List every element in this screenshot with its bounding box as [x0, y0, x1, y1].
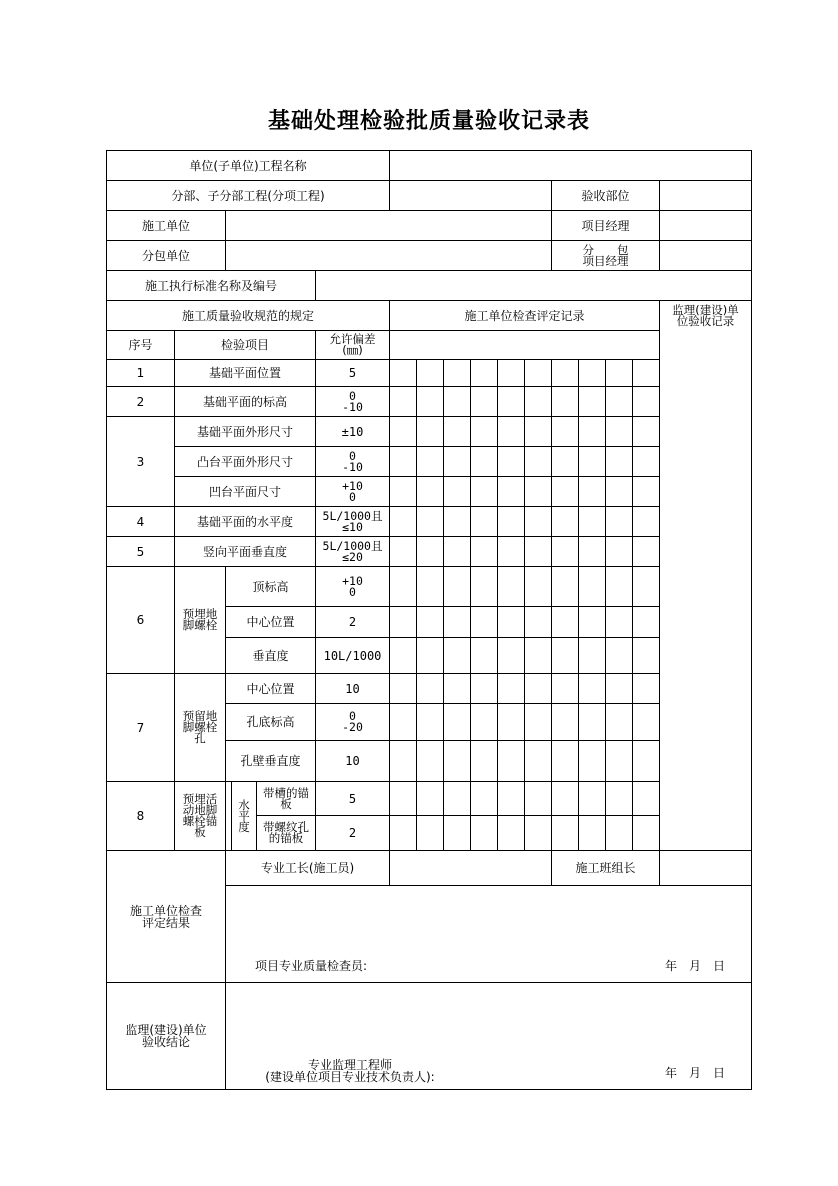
row-seq: 3: [136, 454, 145, 469]
col-tolerance: 允许偏差 (㎜): [329, 332, 376, 357]
row-group: 预埋地 脚螺栓: [182, 607, 218, 632]
row-tolerance: 5: [348, 791, 357, 806]
row-tolerance: 5L/1000且 ≤10: [322, 508, 383, 534]
supervision-record-label: 监理(建设)单 位验收记录: [672, 302, 739, 328]
project-manager-value[interactable]: [660, 211, 751, 240]
row-item: 基础平面外形尺寸: [196, 424, 293, 439]
project-name-label: 单位(子单位)工程名称: [189, 158, 307, 173]
row-seq: 6: [136, 613, 145, 627]
row-seq: 5: [136, 544, 145, 559]
row-group: 预埋活 动地脚 螺栓锚 板: [182, 792, 218, 839]
date-label-1: 年 月 日: [664, 959, 725, 973]
standard-value[interactable]: [316, 271, 751, 300]
project-name-value[interactable]: [390, 151, 751, 180]
row-item: 基础平面的水平度: [196, 514, 293, 529]
project-manager-label: 项目经理: [581, 218, 630, 233]
team-leader-value[interactable]: [660, 851, 751, 885]
engineer-label: 专业监理工程师 (建设单位项目专业技术负责人):: [265, 1058, 435, 1084]
row-tolerance: 10L/1000: [323, 648, 382, 663]
foreman-label: 专业工长(施工员): [260, 861, 355, 875]
col-seq: 序号: [128, 338, 153, 352]
row-tolerance: 5: [348, 366, 357, 380]
row-seq: 8: [136, 809, 145, 823]
acceptance-part-label: 验收部位: [581, 188, 630, 203]
sub-project-value[interactable]: [390, 181, 551, 210]
col-item: 检验项目: [220, 338, 269, 352]
construction-unit-value[interactable]: [226, 211, 551, 240]
foreman-value[interactable]: [390, 851, 551, 885]
row-seq: 2: [136, 394, 145, 409]
unit-result-label: 施工单位检查 评定结果: [129, 903, 202, 930]
row-seq: 1: [136, 366, 145, 380]
row-item: 带槽的锚 板: [263, 785, 309, 811]
subcontract-unit-value[interactable]: [226, 241, 551, 270]
row-tolerance: +10 0: [342, 478, 363, 504]
standard-label: 施工执行标准名称及编号: [144, 278, 277, 293]
row-item: 孔底标高: [246, 715, 295, 729]
row-item: 竖向平面垂直度: [202, 544, 287, 559]
row-item: 中心位置: [246, 681, 295, 696]
acceptance-part-value[interactable]: [660, 181, 751, 210]
supervision-conclusion-label: 监理(建设)单位 验收结论: [125, 1023, 207, 1049]
row-item: 顶标高: [252, 579, 289, 594]
row-item: 基础平面位置: [208, 366, 281, 380]
subcontract-unit-label: 分包单位: [141, 248, 190, 263]
row-subgroup: 水 平 度: [238, 797, 250, 834]
row-seq: 4: [136, 514, 145, 529]
row-seq: 7: [136, 720, 145, 735]
row-item: 凸台平面外形尺寸: [196, 454, 293, 469]
row-tolerance: 5L/1000且 ≤20: [322, 538, 383, 564]
sub-project-label: 分部、子分部工程(分项工程): [171, 188, 325, 203]
row-item: 带螺纹孔 的锚板: [263, 820, 309, 845]
team-leader-label: 施工班组长: [575, 861, 636, 875]
spec-label: 施工质量验收规范的规定: [181, 308, 314, 323]
row-item: 垂直度: [252, 648, 289, 663]
page-title: 基础处理检验批质量验收记录表: [267, 108, 590, 134]
subcontract-manager-label-line1: 分 包: [582, 242, 629, 257]
row-item: 孔壁垂直度: [240, 754, 301, 768]
construction-unit-label: 施工单位: [141, 218, 190, 233]
row-tolerance: ±10: [341, 424, 364, 439]
unit-check-label: 施工单位检查评定记录: [464, 308, 585, 323]
date-label-2: 年 月 日: [664, 1066, 725, 1080]
row-tolerance: 0 -10: [342, 388, 363, 414]
row-tolerance: 10: [345, 754, 360, 768]
row-tolerance: 2: [348, 615, 357, 629]
row-tolerance: 0 -10: [342, 448, 363, 474]
row-group: 预留地 脚螺栓 孔: [182, 709, 218, 745]
row-tolerance: 10: [345, 681, 360, 696]
row-tolerance: 2: [348, 826, 357, 840]
row-tolerance: 0 -20: [342, 709, 363, 734]
row-item: 中心位置: [246, 615, 295, 629]
row-item: 基础平面的标高: [202, 394, 287, 409]
inspector-label: 项目专业质量检查员:: [255, 959, 368, 973]
row-item: 凹台平面尺寸: [208, 484, 281, 499]
subcontract-manager-label: [552, 241, 659, 270]
row-tolerance: +10 0: [342, 573, 363, 599]
subcontract-manager-value[interactable]: [660, 241, 751, 270]
subcontract-manager-label-line2: 项目经理: [582, 253, 629, 268]
